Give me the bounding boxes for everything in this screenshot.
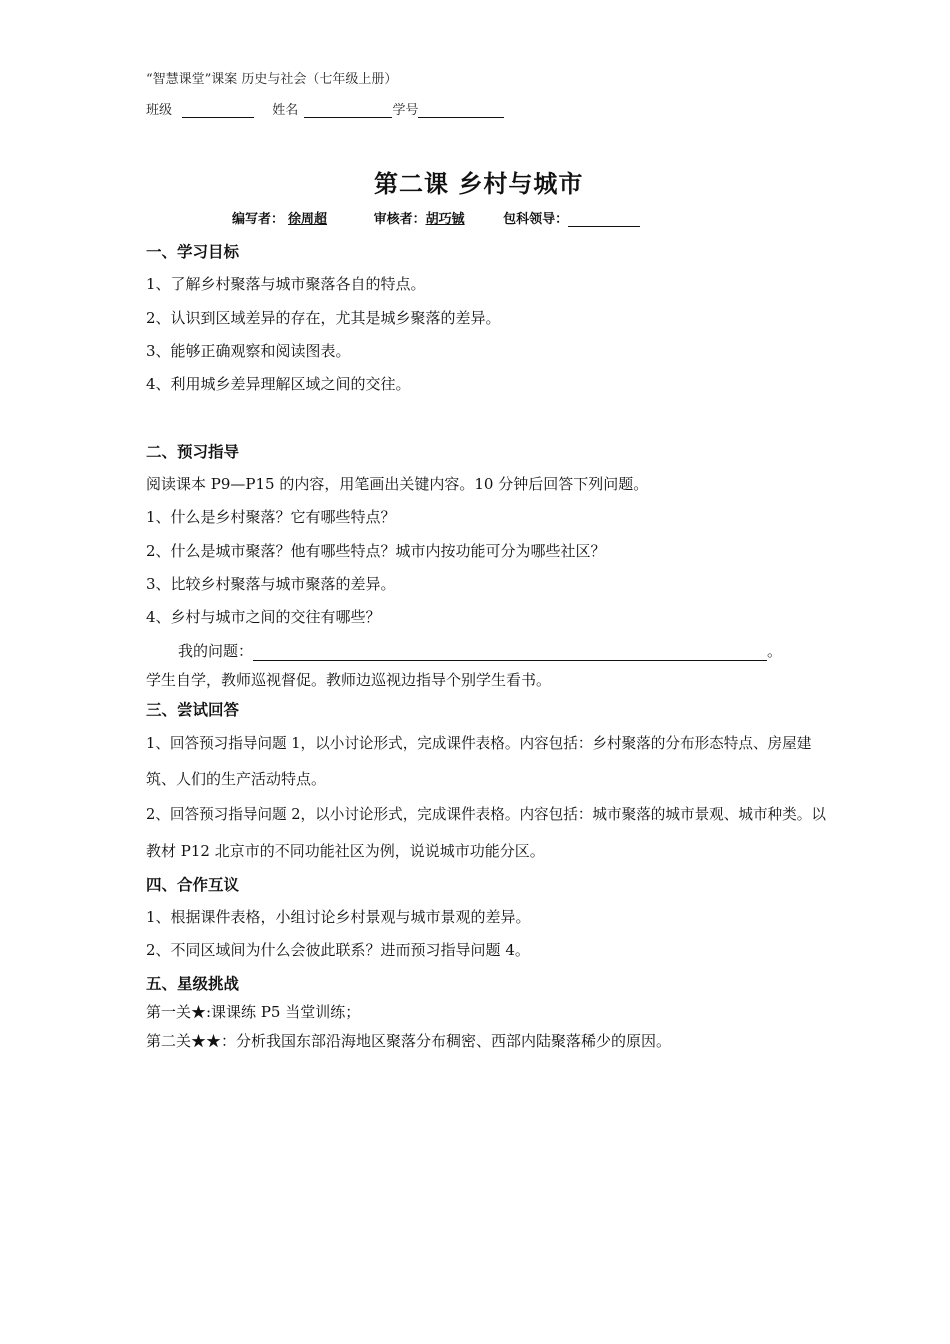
reviewer-name: 胡巧铖 <box>425 212 465 227</box>
paragraph-line: 1、回答预习指导问题 1，以小讨论形式，完成课件表格。内容包括：乡村聚落的分布形态特点、房屋建 <box>146 735 812 752</box>
list-item: 2、认识到区域差异的存在，尤其是城乡聚落的差异。 <box>146 309 501 327</box>
challenge-item: 第一关★:课课练 P5 当堂训练； <box>146 1003 361 1021</box>
reviewer-label: 审核者： <box>373 212 426 227</box>
list-item: 2、什么是城市聚落？他有哪些特点？城市内按功能可分为哪些社区？ <box>146 542 606 560</box>
list-item: 4、利用城乡差异理解区域之间的交往。 <box>146 375 411 393</box>
section-heading: 四、合作互议 <box>146 876 240 894</box>
name-label: 姓名 <box>272 103 299 118</box>
page-title: 第二课 乡村与城市 <box>374 170 584 198</box>
paragraph-line: 筑、人们的生产活动特点。 <box>146 770 327 788</box>
class-blank[interactable] <box>182 103 254 118</box>
list-item: 1、什么是乡村聚落？它有哪些特点？ <box>146 508 396 526</box>
section-heading: 五、星级挑战 <box>146 975 240 993</box>
list-item: 1、根据课件表格，小组讨论乡村景观与城市景观的差异。 <box>146 908 531 926</box>
section-heading: 二、预习指导 <box>146 443 240 461</box>
authors-line <box>232 208 640 227</box>
list-item: 1、了解乡村聚落与城市聚落各自的特点。 <box>146 275 426 293</box>
class-label: 班级 <box>146 103 173 118</box>
paragraph-line: 教材 P12 北京市的不同功能社区为例，说说城市功能分区。 <box>146 842 545 860</box>
id-label: 学号 <box>392 103 419 118</box>
list-item: 4、乡村与城市之间的交往有哪些？ <box>146 608 381 626</box>
list-item: 2、不同区域间为什么会彼此联系？进而预习指导问题 4。 <box>146 941 530 959</box>
leader-label: 包科领导： <box>503 212 569 227</box>
my-question-row <box>178 640 782 661</box>
section-heading: 三、尝试回答 <box>146 701 240 719</box>
section-intro: 阅读课本 P9—P15 的内容，用笔画出关键内容。10 分钟后回答下列问题。 <box>146 475 649 493</box>
challenge-item: 第二关★★：分析我国东部沿海地区聚落分布稠密、西部内陆聚落稀少的原因。 <box>146 1032 672 1050</box>
writer-label: 编写者： <box>232 212 285 227</box>
my-question-end: 。 <box>767 642 783 660</box>
name-blank[interactable] <box>304 103 392 118</box>
list-item: 3、比较乡村聚落与城市聚落的差异。 <box>146 575 396 593</box>
my-question-label: 我的问题： <box>178 642 254 660</box>
writer-name: 徐周超 <box>288 212 328 227</box>
list-item: 3、能够正确观察和阅读图表。 <box>146 342 351 360</box>
student-info-line <box>146 99 504 118</box>
section-heading: 一、学习目标 <box>146 243 240 261</box>
my-question-blank[interactable] <box>253 647 767 661</box>
id-blank[interactable] <box>418 103 504 118</box>
paragraph-line: 2、回答预习指导问题 2，以小讨论形式，完成课件表格。内容包括：城市聚落的城市景观、城市种类。以 <box>146 806 826 823</box>
teacher-note: 学生自学，教师巡视督促。教师边巡视边指导个别学生看书。 <box>146 671 552 689</box>
course-header: “智慧课堂”课案 历史与社会（七年级上册） <box>146 72 398 87</box>
leader-blank[interactable] <box>568 212 640 227</box>
